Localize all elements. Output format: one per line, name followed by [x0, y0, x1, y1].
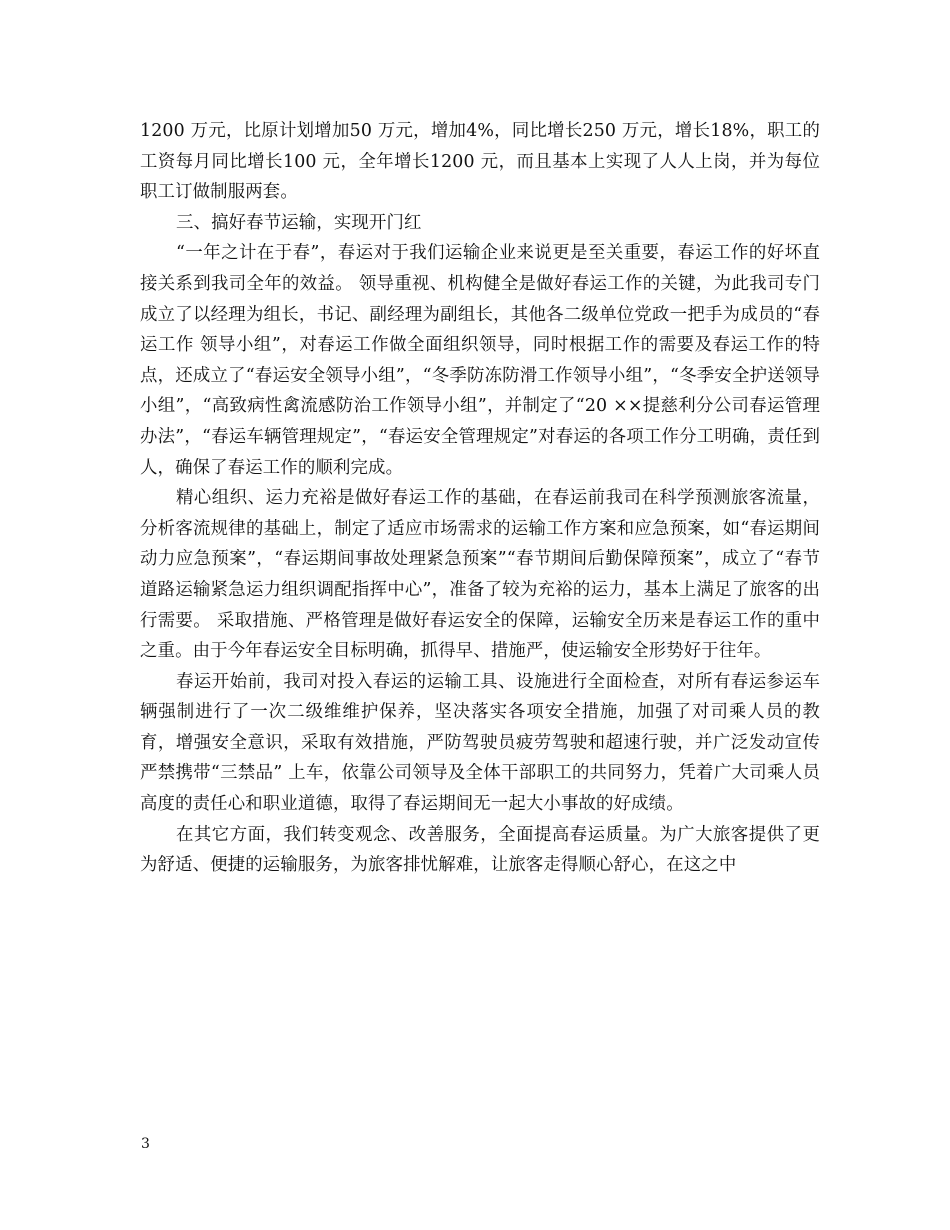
section-heading-spring-transport: 三、搞好春节运输，实现开门红	[176, 212, 422, 233]
paragraph-organization-capacity: 精心组织、运力充裕是做好春运工作的基础，在春运前我司在科学预测旅客流量，分析客流规律的基础上，制定了适应市场需求的运输工作方案和应急预案，如“春运期间动力应急预案”，“春运期间事故处理紧急预案”“春节期间后勤保障预案”，成立了“春节道路运输紧急运力组织调配指挥中心”，准备了较为充裕的运力，基本上满足了旅客的出行需要。 采取措施、严格管理是做好春运安全的保障，运输安全历来是春运工作的重中之重。由于今年春运安全目标明确，抓得早、措施严，使运输安全形势好于往年。	[140, 488, 820, 662]
body-text	[140, 116, 820, 881]
paragraph-service-improvement: 在其它方面，我们转变观念、改善服务，全面提高春运质量。为广大旅客提供了更为舒适、便捷的运输服务，为旅客排忧解难，让旅客走得顺心舒心，在这之中	[140, 824, 820, 876]
paragraph-leadership: “一年之计在于春”，春运对于我们运输企业来说更是至关重要，春运工作的好坏直接关系到我司全年的效益。 领导重视、机构健全是做好春运工作的关键，为此我司专门成立了以经理为组长，书记、副经理为副组长，其他各二级单位党政一把手为成员的“春运工作 领导小组”，对春运工作做全面组织领导，同时根据工作的需要及春运工作的特点，还成立了“春运安全领导小组”，“冬季防冻防滑工作领导小组”，“冬季安全护送领导小组”，“高致病性禽流感防治工作领导小组”，并制定了“20 ××提慈利分公司春运管理办法”，“春运车辆管理规定”，“春运安全管理规定”对春运的各项工作分工明确，责任到人，确保了春运工作的顺利完成。	[140, 243, 820, 478]
page-number: 3	[141, 1136, 150, 1152]
paragraph-safety-inspection: 春运开始前，我司对投入春运的运输工具、设施进行全面检查，对所有春运参运车辆强制进行了一次二级维维护保养，坚决落实各项安全措施，加强了对司乘人员的教育，增强安全意识，采取有效措施，严防驾驶员疲劳驾驶和超速行驶，并广泛发动宣传严禁携带“三禁品” 上车，依靠公司领导及全体干部职工的共同努力，凭着广大司乘人员高度的责任心和职业道德，取得了春运期间无一起大小事故的好成绩。	[140, 671, 820, 815]
paragraph-salary-results: 1200 万元，比原计划增加50 万元，增加4%，同比增长250 万元，增长18%，职工的工资每月同比增长100 元，全年增长1200 元，而且基本上实现了人人上岗，并为每位职工订做制服两套。	[140, 121, 820, 203]
